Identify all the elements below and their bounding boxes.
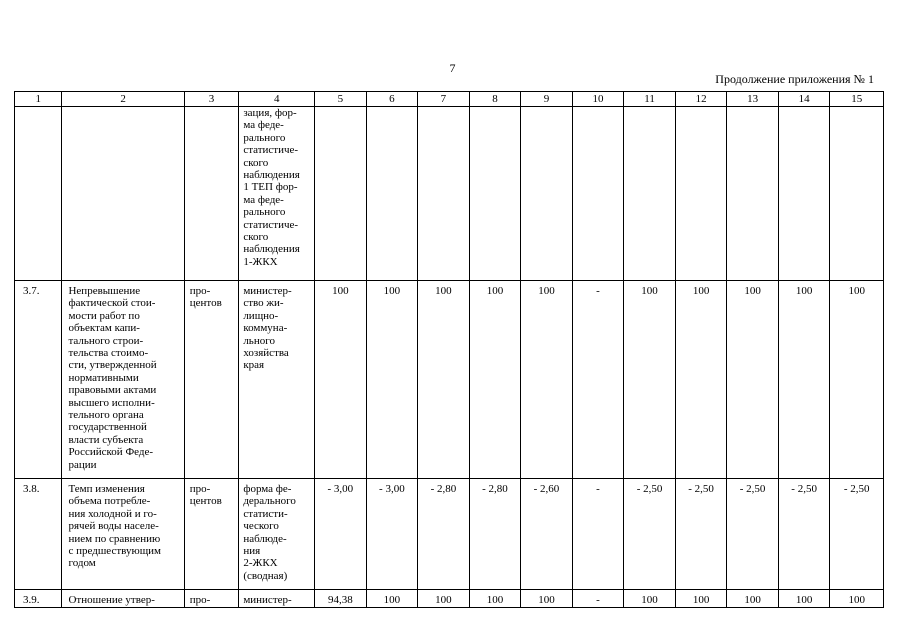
column-header: 13 xyxy=(727,92,779,107)
indicator-name-cell: Отношение утвер- xyxy=(62,590,184,608)
indicator-name-cell: Непревышение фактической стои- мости работ по объектам капи- тального строи- тельства стоимо- сти, утвержденной нормативными правовыми актами высшего исполни- тельного органа государственной власти субъекта Российской Феде- рации xyxy=(62,281,184,479)
value-cell: 100 xyxy=(830,590,884,608)
value-cell: - 2,50 xyxy=(624,479,676,590)
value-cell xyxy=(572,107,624,281)
value-cell: 100 xyxy=(366,590,418,608)
indicator-name-cell xyxy=(62,107,184,281)
value-cell: - 2,50 xyxy=(830,479,884,590)
column-header: 12 xyxy=(675,92,727,107)
column-header: 10 xyxy=(572,92,624,107)
value-cell: 100 xyxy=(778,281,830,479)
table-row xyxy=(15,281,884,479)
column-header: 3 xyxy=(184,92,239,107)
value-cell: - 2,80 xyxy=(418,479,470,590)
value-cell xyxy=(366,107,418,281)
column-header: 5 xyxy=(315,92,367,107)
value-cell: 100 xyxy=(727,590,779,608)
unit-cell: про- центов xyxy=(184,281,239,479)
value-cell: 100 xyxy=(418,281,470,479)
appendix-continuation-label: Продолжение приложения № 1 xyxy=(715,72,874,86)
value-cell: 100 xyxy=(727,281,779,479)
column-header: 1 xyxy=(15,92,62,107)
value-cell: - xyxy=(572,590,624,608)
source-cell: зация, фор- ма феде- рального статистиче- ского наблюдения 1 ТЕП фор- ма феде- рального статистиче- ского наблюдения 1-ЖКХ xyxy=(239,107,315,281)
page-number: 7 xyxy=(449,61,456,75)
value-cell: - xyxy=(572,479,624,590)
value-cell: 100 xyxy=(675,281,727,479)
value-cell: 100 xyxy=(418,590,470,608)
value-cell xyxy=(624,107,676,281)
column-number-header xyxy=(15,92,884,107)
table-row xyxy=(15,590,884,608)
value-cell: 100 xyxy=(778,590,830,608)
column-header: 4 xyxy=(239,92,315,107)
value-cell: 100 xyxy=(830,281,884,479)
value-cell: - xyxy=(572,281,624,479)
source-cell: министер- xyxy=(239,590,315,608)
value-cell xyxy=(778,107,830,281)
value-cell: 100 xyxy=(624,281,676,479)
value-cell: - 3,00 xyxy=(315,479,367,590)
value-cell: 94,38 xyxy=(315,590,367,608)
value-cell: 100 xyxy=(675,590,727,608)
table-row xyxy=(15,479,884,590)
indicators-table xyxy=(14,91,884,608)
column-header: 14 xyxy=(778,92,830,107)
column-header: 11 xyxy=(624,92,676,107)
value-cell: 100 xyxy=(366,281,418,479)
value-cell: 100 xyxy=(521,281,573,479)
value-cell: - 3,00 xyxy=(366,479,418,590)
value-cell xyxy=(469,107,521,281)
column-header: 6 xyxy=(366,92,418,107)
value-cell: 100 xyxy=(315,281,367,479)
source-cell: министер- ство жи- лищно- коммуна- льного хозяйства края xyxy=(239,281,315,479)
value-cell: 100 xyxy=(624,590,676,608)
value-cell: 100 xyxy=(469,590,521,608)
value-cell: 100 xyxy=(521,590,573,608)
value-cell xyxy=(418,107,470,281)
value-cell: - 2,50 xyxy=(727,479,779,590)
value-cell: - 2,50 xyxy=(778,479,830,590)
row-number-cell xyxy=(15,107,62,281)
source-cell: форма фе- дерального статисти- ческого наблюде- ния 2-ЖКХ (сводная) xyxy=(239,479,315,590)
row-number-cell: 3.8. xyxy=(15,479,62,590)
column-header: 2 xyxy=(62,92,184,107)
value-cell: - 2,60 xyxy=(521,479,573,590)
indicator-name-cell: Темп изменения объема потребле- ния холодной и го- рячей воды населе- нием по сравнению с предшествующим годом xyxy=(62,479,184,590)
table-row xyxy=(15,107,884,281)
value-cell: - 2,50 xyxy=(675,479,727,590)
row-number-cell: 3.7. xyxy=(15,281,62,479)
column-header: 15 xyxy=(830,92,884,107)
column-header: 9 xyxy=(521,92,573,107)
value-cell: 100 xyxy=(469,281,521,479)
row-number-cell: 3.9. xyxy=(15,590,62,608)
value-cell xyxy=(727,107,779,281)
unit-cell xyxy=(184,107,239,281)
value-cell xyxy=(315,107,367,281)
column-header: 7 xyxy=(418,92,470,107)
unit-cell: про- центов xyxy=(184,479,239,590)
value-cell xyxy=(675,107,727,281)
value-cell: - 2,80 xyxy=(469,479,521,590)
value-cell xyxy=(521,107,573,281)
value-cell xyxy=(830,107,884,281)
unit-cell: про- xyxy=(184,590,239,608)
column-header: 8 xyxy=(469,92,521,107)
